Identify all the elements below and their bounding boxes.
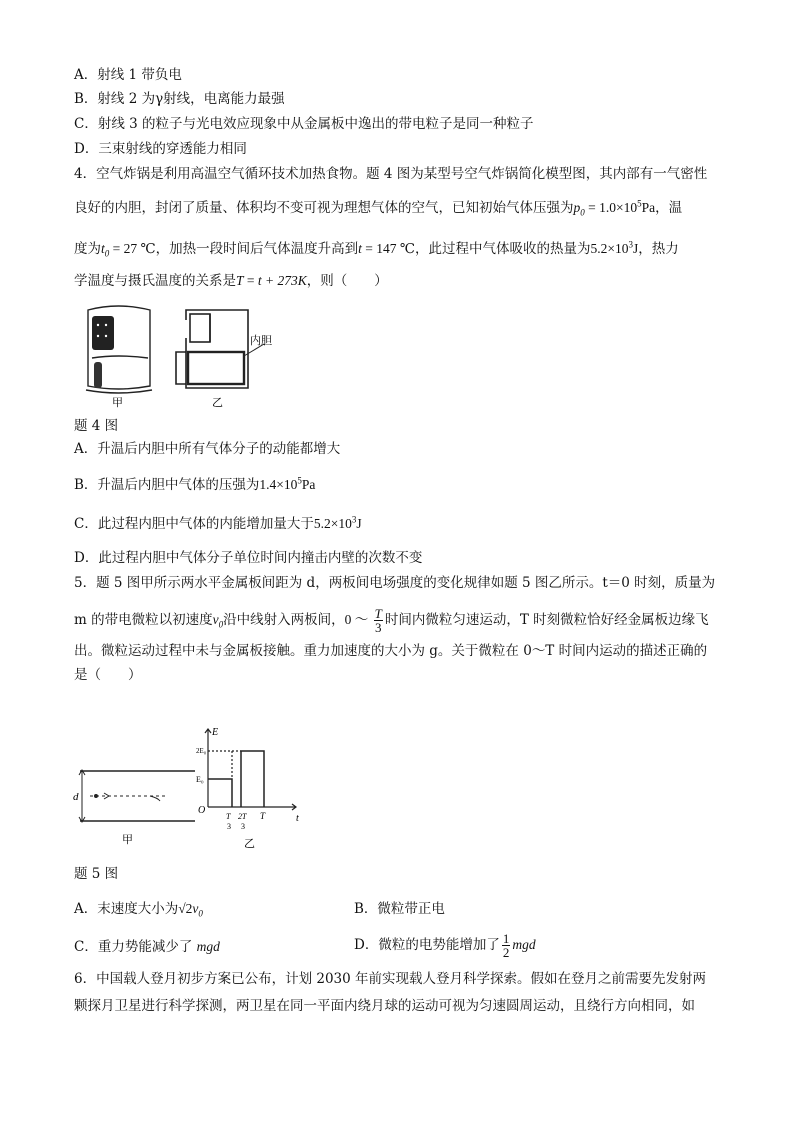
- q3-option-c: C．射线 3 的粒子与光电效应现象中从金属板中逸出的带电粒子是同一种粒子: [74, 116, 534, 132]
- tick-t3: T: [226, 812, 231, 821]
- q4-option-a: A．升温后内胆中所有气体分子的动能都增大: [74, 441, 341, 457]
- q5-option-a: A．末速度大小为$√2v_0$: [74, 901, 203, 919]
- q5-option-b: B．微粒带正电: [354, 901, 445, 917]
- label-jia: 甲: [112, 396, 123, 409]
- axis-label-t: t: [296, 813, 299, 824]
- q3-option-b: B．射线 2 为γ射线，电离能力最强: [74, 91, 285, 107]
- q4-caption: 题 4 图: [74, 418, 119, 434]
- tick-T: T: [260, 811, 266, 821]
- tick-e0: E₀: [196, 775, 204, 784]
- q5-option-c: C．重力势能减少了 mgd: [74, 939, 220, 955]
- q5-stem-line3: 出。微粒运动过程中未与金属板接触。重力加速度的大小为 g。关于微粒在 0～T 时间内运动的描述正确的: [74, 643, 708, 659]
- field-segment-2: [241, 751, 264, 807]
- figure-5-field-graph: [196, 725, 306, 855]
- q4-stem-line1: 4．空气炸锅是利用高温空气循环技术加热食物。题 4 图为某型号空气炸锅简化模型图，其内部有一气密性: [74, 166, 708, 182]
- field-segment-1: [208, 779, 232, 807]
- label-yi5: 乙: [244, 837, 255, 850]
- axis-label-e: E: [212, 727, 219, 738]
- label-yi: 乙: [212, 396, 223, 409]
- q4-option-c: C．此过程内胆中气体的内能增加量大于$5.2\times 10^3J$: [74, 514, 362, 532]
- particle-icon: [94, 794, 98, 798]
- figure-4-air-fryer: [78, 298, 318, 410]
- q4-stem-line4: 学温度与摄氏温度的关系是T = t + 273K，则（ ）: [74, 273, 388, 289]
- q5-caption: 题 5 图: [74, 866, 119, 882]
- origin-label: O: [198, 805, 206, 816]
- tick-2e0: 2E₀: [196, 747, 207, 755]
- q5-stem-line1: 5．题 5 图甲所示两水平金属板间距为 d，两板间电场强度的变化规律如题 5 图乙所示。t＝0 时刻，质量为: [74, 575, 716, 591]
- fryer-model-diagram: [176, 310, 264, 388]
- tick-t3-den: 3: [227, 822, 231, 831]
- q5-stem-line4: 是（ ）: [74, 667, 142, 683]
- tick-2t3: 2T: [238, 812, 247, 821]
- label-jia5: 甲: [122, 833, 133, 846]
- q4-stem-line2: 良好的内胆，封闭了质量、体积均不变可视为理想气体的空气，已知初始气体压强为$p_0 = 1.0\times 10^5Pa$，温: [74, 198, 683, 218]
- q4-option-b: B．升温后内胆中气体的压强为$1.4\times 10^5Pa$: [74, 475, 316, 493]
- q5-stem-line2: m 的带电微粒以初速度$v_0$沿中线射入两板间，0 ～ $\frac{T}{3}$ 时间内微粒匀速运动，T 时刻微粒恰好经金属板边缘飞: [74, 606, 709, 635]
- q4-stem-line3: 度为$t_0 = 27$ ℃，加热一段时间后气体温度升高到t = 147 ℃，此过程中气体吸收的热量为$5.2\times 10^3J$，热力: [74, 239, 679, 259]
- q6-stem-line1: 6．中国载人登月初步方案已公布，计划 2030 年前实现载人登月科学探索。假如在登月之前需要先发射两: [74, 971, 707, 987]
- q5-option-d: D．微粒的电势能增加了 $\frac{1}{2}$ mgd: [354, 931, 536, 960]
- label-neidan: 内胆: [250, 334, 272, 347]
- q4-option-d: D．此过程内胆中气体分子单位时间内撞击内壁的次数不变: [74, 550, 423, 566]
- label-d: d: [73, 791, 79, 803]
- q3-option-a: A．射线 1 带负电: [74, 67, 182, 83]
- tick-2t3-den: 3: [241, 822, 245, 831]
- q6-stem-line2: 颗探月卫星进行科学探测，两卫星在同一平面内绕月球的运动可视为匀速圆周运动，且绕行方向相同，如: [74, 998, 695, 1014]
- air-fryer-body-icon: [86, 306, 152, 393]
- figure-5-plates: [70, 765, 200, 847]
- q3-option-d: D．三束射线的穿透能力相同: [74, 141, 247, 157]
